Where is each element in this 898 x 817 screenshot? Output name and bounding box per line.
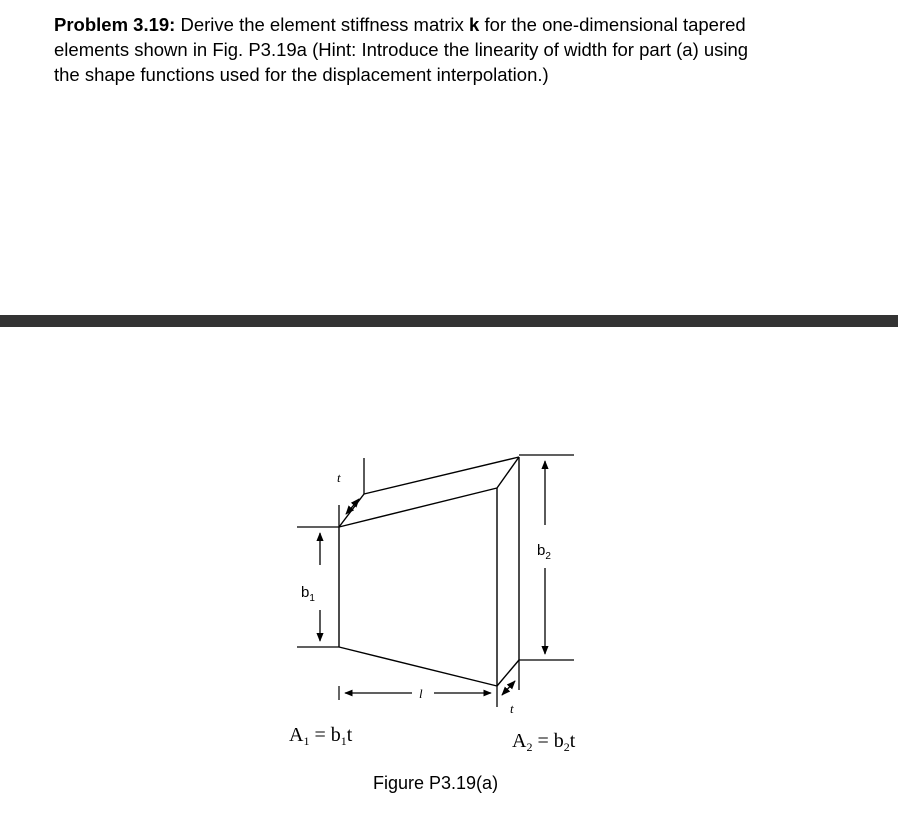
element-depth-edges bbox=[339, 457, 519, 686]
thickness-dimension-left bbox=[339, 458, 364, 527]
area1-formula: $A_1 = b_1t$ bbox=[289, 724, 353, 748]
b2-label: $b_2$ bbox=[537, 542, 551, 562]
length-dimension bbox=[339, 686, 491, 700]
problem-text-line2: elements shown in Fig. P3.19a (Hint: Introduce the linearity of width for part (a) using bbox=[54, 39, 749, 60]
stiffness-symbol-k: k bbox=[469, 14, 480, 35]
figure-caption: Figure P3.19(a) bbox=[373, 773, 499, 793]
length-label: l bbox=[419, 686, 423, 701]
thickness-dimension-right bbox=[497, 660, 519, 707]
problem-text-part1: Derive the element stiffness matrix bbox=[175, 14, 470, 35]
problem-label: Problem 3.19: bbox=[54, 14, 176, 35]
thickness-label-left: t bbox=[337, 470, 341, 485]
area2-formula: $A_2 = b_2t$ bbox=[512, 730, 576, 754]
element-front-face bbox=[339, 488, 497, 686]
problem-text-line3: the shape functions used for the displacement interpolation.) bbox=[54, 64, 549, 85]
b1-label: $b_1$ bbox=[301, 584, 315, 604]
problem-text-part2: for the one-dimensional tapered bbox=[479, 14, 746, 35]
thickness-label-right: t bbox=[510, 701, 514, 716]
